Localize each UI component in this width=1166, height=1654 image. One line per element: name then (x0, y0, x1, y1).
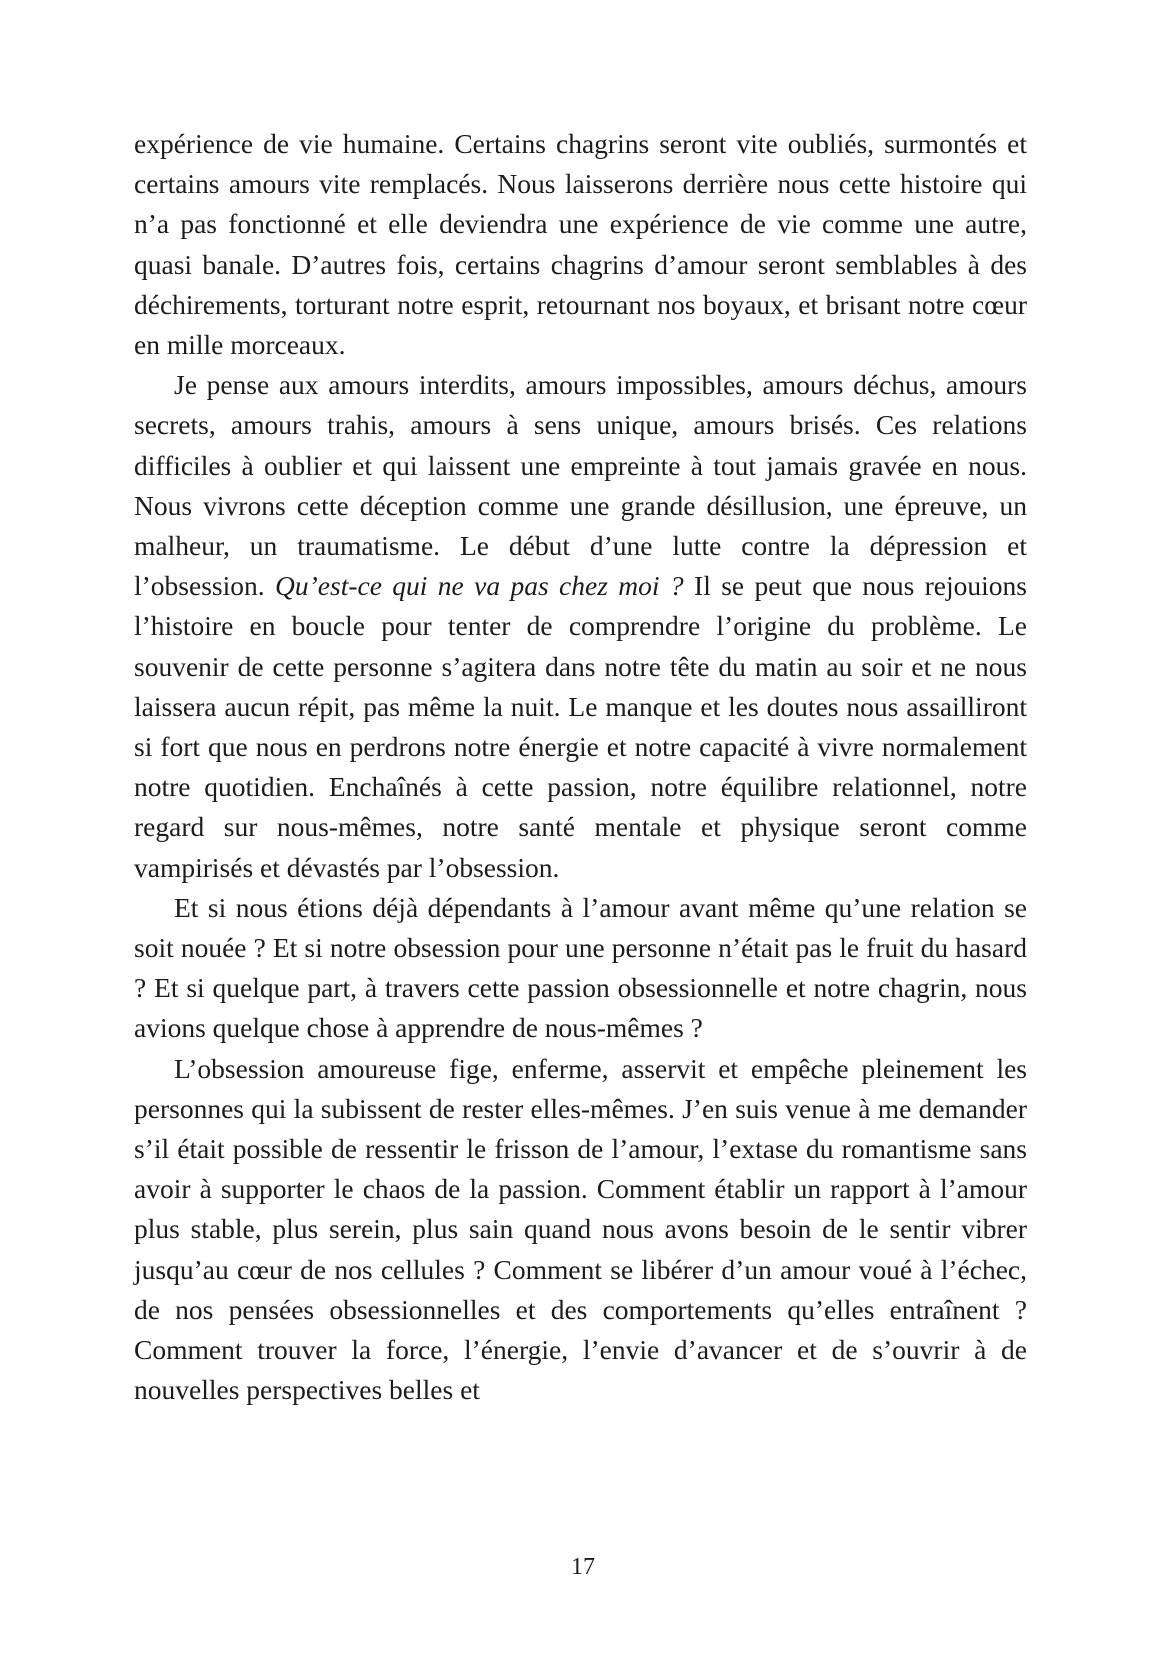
page-body (134, 124, 1027, 1411)
paragraph-2 (134, 365, 1027, 888)
paragraph-3-text: Et si nous étions déjà dépendants à l’amour avant même qu’une relation se soit nouée ? Et si notre obsession pour une personne n’était pas le fruit du hasard ? Et si quelque part, à travers cette passion obsessionnelle et notre chagrin, nous avions quelque chose à apprendre de nous-mêmes ? (134, 891, 1027, 1044)
paragraph-2-italic-question: Qu’est-ce qui ne va pas chez moi ? (275, 570, 684, 602)
paragraph-2-text-a: Je pense aux amours interdits, amours impossibles, amours déchus, amours secrets, amours trahis, amours à sens unique, amours brisés. Ces relations difficiles à oublier et qui laissent une empreinte à tout jamais gravée en nous. Nous vivrons cette déception comme une grande désillusion, une épreuve, un malheur, un traumatisme. Le début d’une lutte contre la dépression et l’obsession. (134, 369, 1027, 602)
paragraph-2-text-b: Il se peut que nous rejouions l’histoire en boucle pour tenter de comprendre l’origine du problème. Le souvenir de cette personne s’agitera dans notre tête du matin au soir et ne nous laissera aucun répit, pas même la nuit. Le manque et les doutes nous assailliront si fort que nous en perdrons notre énergie et notre capacité à vivre normalement notre quotidien. Enchaînés à cette passion, notre équilibre relationnel, notre regard sur nous-mêmes, notre santé mentale et physique seront comme vampirisés et dévastés par l’obsession. (134, 570, 1027, 883)
paragraph-3 (134, 888, 1027, 1049)
paragraph-1 (134, 124, 1027, 365)
paragraph-4 (134, 1049, 1027, 1411)
paragraph-4-text: L’obsession amoureuse fige, enferme, asservit et empêche pleinement les personnes qui la subissent de rester elles-mêmes. J’en suis venue à me demander s’il était possible de ressentir le frisson de l’amour, l’extase du romantisme sans avoir à supporter le chaos de la passion. Comment établir un rapport à l’amour plus stable, plus serein, plus sain quand nous avons besoin de le sentir vibrer jusqu’au cœur de nos cellules ? Comment se libérer d’un amour voué à l’échec, de nos pensées obsessionnelles et des comportements qu’elles entraînent ? Comment trouver la force, l’énergie, l’envie d’avancer et de s’ouvrir à de nouvelles perspectives belles et (134, 1052, 1027, 1406)
paragraph-1-text: expérience de vie humaine. Certains chagrins seront vite oubliés, surmontés et certains amours vite remplacés. Nous laisserons derrière nous cette histoire qui n’a pas fonctionné et elle deviendra une expérience de vie comme une autre, quasi banale. D’autres fois, certains chagrins d’amour seront semblables à des déchirements, torturant notre esprit, retournant nos boyaux, et brisant notre cœur en mille morceaux. (134, 128, 1027, 361)
page-number: 17 (571, 1554, 595, 1580)
